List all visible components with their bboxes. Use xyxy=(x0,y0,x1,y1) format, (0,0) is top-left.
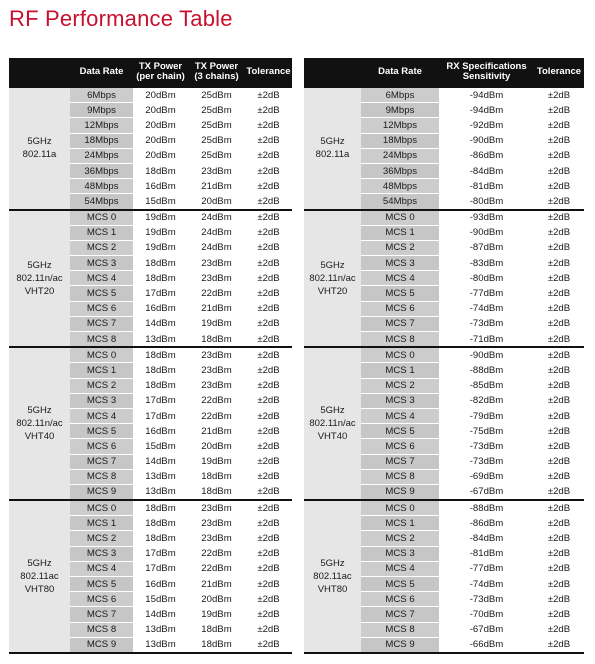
value-cell: ±2dB xyxy=(245,87,292,103)
data-rate-cell: MCS 4 xyxy=(70,408,133,423)
value-cell: 23dBm xyxy=(188,531,245,546)
data-rate-cell: MCS 1 xyxy=(70,225,133,240)
value-cell: 18dBm xyxy=(188,484,245,500)
value-cell: ±2dB xyxy=(245,210,292,226)
value-cell: ±2dB xyxy=(245,301,292,316)
data-rate-cell: 36Mbps xyxy=(361,163,439,178)
value-cell: ±2dB xyxy=(534,240,584,255)
value-cell: -90dBm xyxy=(439,133,534,148)
value-cell: -94dBm xyxy=(439,103,534,118)
data-rate-cell: MCS 6 xyxy=(361,592,439,607)
data-rate-cell: MCS 0 xyxy=(361,347,439,363)
value-cell: 23dBm xyxy=(188,378,245,393)
mode-group-label: 5GHz 802.11n/ac VHT40 xyxy=(9,347,70,500)
data-rate-cell: 18Mbps xyxy=(361,133,439,148)
value-cell: -84dBm xyxy=(439,531,534,546)
value-cell: -71dBm xyxy=(439,332,534,348)
value-cell: ±2dB xyxy=(245,256,292,271)
data-rate-cell: 12Mbps xyxy=(361,118,439,133)
value-cell: ±2dB xyxy=(245,148,292,163)
mode-group-label: 5GHz 802.11a xyxy=(304,87,361,210)
value-cell: 24dBm xyxy=(188,210,245,226)
data-rate-cell: 48Mbps xyxy=(361,179,439,194)
value-cell: 13dBm xyxy=(133,332,188,348)
value-cell: ±2dB xyxy=(245,103,292,118)
value-cell: 19dBm xyxy=(188,454,245,469)
data-rate-cell: MCS 1 xyxy=(361,516,439,531)
value-cell: ±2dB xyxy=(245,393,292,408)
value-cell: 18dBm xyxy=(133,516,188,531)
value-cell: ±2dB xyxy=(245,546,292,561)
mode-group-label: 5GHz 802.11n/ac VHT20 xyxy=(9,210,70,348)
value-cell: -77dBm xyxy=(439,286,534,301)
data-rate-cell: MCS 6 xyxy=(361,301,439,316)
data-rate-cell: MCS 1 xyxy=(70,516,133,531)
data-rate-cell: MCS 0 xyxy=(70,210,133,226)
value-cell: ±2dB xyxy=(534,256,584,271)
data-rate-cell: MCS 2 xyxy=(70,378,133,393)
table-row xyxy=(9,347,292,363)
value-cell: ±2dB xyxy=(245,561,292,576)
value-cell: -94dBm xyxy=(439,87,534,103)
rx-header-cell: RX Specifications Sensitivity xyxy=(439,58,534,87)
value-cell: 16dBm xyxy=(133,577,188,592)
value-cell: ±2dB xyxy=(534,622,584,637)
value-cell: ±2dB xyxy=(534,163,584,178)
value-cell: -88dBm xyxy=(439,500,534,516)
data-rate-cell: MCS 9 xyxy=(70,637,133,653)
value-cell: 18dBm xyxy=(133,163,188,178)
value-cell: 15dBm xyxy=(133,439,188,454)
value-cell: ±2dB xyxy=(245,133,292,148)
value-cell: -82dBm xyxy=(439,393,534,408)
value-cell: 14dBm xyxy=(133,316,188,331)
value-cell: 19dBm xyxy=(133,210,188,226)
tx-table-body xyxy=(9,87,292,653)
value-cell: 19dBm xyxy=(188,607,245,622)
data-rate-cell: MCS 9 xyxy=(361,637,439,653)
value-cell: ±2dB xyxy=(245,454,292,469)
value-cell: ±2dB xyxy=(534,210,584,226)
value-cell: ±2dB xyxy=(245,118,292,133)
value-cell: 25dBm xyxy=(188,148,245,163)
table-row xyxy=(304,347,584,363)
value-cell: ±2dB xyxy=(245,408,292,423)
value-cell: 19dBm xyxy=(133,240,188,255)
mode-group-label: 5GHz 802.11a xyxy=(9,87,70,210)
value-cell: -75dBm xyxy=(439,424,534,439)
value-cell: ±2dB xyxy=(245,531,292,546)
table-row xyxy=(304,210,584,226)
value-cell: 13dBm xyxy=(133,469,188,484)
data-rate-cell: MCS 0 xyxy=(70,347,133,363)
value-cell: 23dBm xyxy=(188,256,245,271)
data-rate-cell: MCS 5 xyxy=(361,577,439,592)
data-rate-cell: MCS 5 xyxy=(70,286,133,301)
value-cell: 21dBm xyxy=(188,577,245,592)
value-cell: 24dBm xyxy=(188,240,245,255)
data-rate-cell: MCS 3 xyxy=(70,256,133,271)
value-cell: -67dBm xyxy=(439,622,534,637)
data-rate-cell: MCS 7 xyxy=(361,607,439,622)
value-cell: 17dBm xyxy=(133,546,188,561)
value-cell: 16dBm xyxy=(133,301,188,316)
data-rate-cell: 48Mbps xyxy=(70,179,133,194)
value-cell: -93dBm xyxy=(439,210,534,226)
value-cell: ±2dB xyxy=(245,225,292,240)
table-row xyxy=(304,87,584,103)
value-cell: ±2dB xyxy=(534,271,584,286)
data-rate-cell: MCS 8 xyxy=(361,332,439,348)
value-cell: 22dBm xyxy=(188,393,245,408)
data-rate-cell: MCS 4 xyxy=(70,271,133,286)
data-rate-cell: 36Mbps xyxy=(70,163,133,178)
data-rate-cell: MCS 6 xyxy=(70,439,133,454)
value-cell: ±2dB xyxy=(534,592,584,607)
data-rate-cell: MCS 2 xyxy=(361,240,439,255)
value-cell: 20dBm xyxy=(133,148,188,163)
value-cell: -90dBm xyxy=(439,347,534,363)
data-rate-cell: 18Mbps xyxy=(70,133,133,148)
data-rate-cell: MCS 6 xyxy=(361,439,439,454)
data-rate-cell: 54Mbps xyxy=(70,194,133,210)
value-cell: ±2dB xyxy=(245,332,292,348)
tx-header-cell: TX Power (3 chains) xyxy=(188,58,245,87)
rx-performance-table xyxy=(304,58,584,654)
data-rate-cell: MCS 3 xyxy=(361,393,439,408)
value-cell: -66dBm xyxy=(439,637,534,653)
value-cell: ±2dB xyxy=(245,363,292,378)
data-rate-cell: MCS 7 xyxy=(70,607,133,622)
value-cell: ±2dB xyxy=(534,408,584,423)
value-cell: ±2dB xyxy=(534,546,584,561)
value-cell: ±2dB xyxy=(534,133,584,148)
data-rate-cell: MCS 2 xyxy=(361,378,439,393)
data-rate-cell: 24Mbps xyxy=(361,148,439,163)
value-cell: 17dBm xyxy=(133,393,188,408)
data-rate-cell: 9Mbps xyxy=(70,103,133,118)
value-cell: ±2dB xyxy=(534,347,584,363)
value-cell: 23dBm xyxy=(188,271,245,286)
value-cell: ±2dB xyxy=(245,592,292,607)
value-cell: 20dBm xyxy=(133,118,188,133)
value-cell: ±2dB xyxy=(534,577,584,592)
rx-header-cell xyxy=(304,58,361,87)
tx-header-cell: TX Power (per chain) xyxy=(133,58,188,87)
data-rate-cell: MCS 1 xyxy=(361,225,439,240)
value-cell: ±2dB xyxy=(245,622,292,637)
data-rate-cell: MCS 5 xyxy=(70,424,133,439)
value-cell: 18dBm xyxy=(133,347,188,363)
value-cell: 24dBm xyxy=(188,225,245,240)
value-cell: ±2dB xyxy=(245,516,292,531)
mode-group-label: 5GHz 802.11n/ac VHT20 xyxy=(304,210,361,348)
value-cell: -86dBm xyxy=(439,516,534,531)
value-cell: ±2dB xyxy=(245,194,292,210)
value-cell: ±2dB xyxy=(534,500,584,516)
value-cell: 21dBm xyxy=(188,179,245,194)
data-rate-cell: MCS 4 xyxy=(70,561,133,576)
tx-header-cell xyxy=(9,58,70,87)
tx-header-row xyxy=(9,58,292,87)
value-cell: 17dBm xyxy=(133,408,188,423)
value-cell: 20dBm xyxy=(133,103,188,118)
data-rate-cell: 6Mbps xyxy=(70,87,133,103)
value-cell: ±2dB xyxy=(245,378,292,393)
data-rate-cell: MCS 7 xyxy=(361,454,439,469)
value-cell: -73dBm xyxy=(439,592,534,607)
value-cell: 18dBm xyxy=(133,271,188,286)
value-cell: ±2dB xyxy=(245,316,292,331)
value-cell: -80dBm xyxy=(439,194,534,210)
value-cell: -84dBm xyxy=(439,163,534,178)
data-rate-cell: 9Mbps xyxy=(361,103,439,118)
value-cell: ±2dB xyxy=(534,179,584,194)
data-rate-cell: MCS 3 xyxy=(70,546,133,561)
value-cell: ±2dB xyxy=(245,577,292,592)
data-rate-cell: MCS 0 xyxy=(361,210,439,226)
mode-group-label: 5GHz 802.11ac VHT80 xyxy=(304,500,361,653)
data-rate-cell: MCS 7 xyxy=(70,454,133,469)
value-cell: 21dBm xyxy=(188,301,245,316)
value-cell: 14dBm xyxy=(133,607,188,622)
value-cell: -74dBm xyxy=(439,577,534,592)
data-rate-cell: MCS 4 xyxy=(361,408,439,423)
value-cell: ±2dB xyxy=(534,194,584,210)
value-cell: ±2dB xyxy=(245,424,292,439)
value-cell: ±2dB xyxy=(245,271,292,286)
value-cell: 20dBm xyxy=(188,592,245,607)
value-cell: 23dBm xyxy=(188,516,245,531)
value-cell: -69dBm xyxy=(439,469,534,484)
value-cell: 23dBm xyxy=(188,363,245,378)
data-rate-cell: MCS 5 xyxy=(70,577,133,592)
value-cell: 22dBm xyxy=(188,546,245,561)
value-cell: -73dBm xyxy=(439,439,534,454)
value-cell: ±2dB xyxy=(534,607,584,622)
data-rate-cell: MCS 9 xyxy=(70,484,133,500)
value-cell: ±2dB xyxy=(534,439,584,454)
value-cell: 18dBm xyxy=(188,622,245,637)
data-rate-cell: MCS 2 xyxy=(70,531,133,546)
value-cell: ±2dB xyxy=(534,454,584,469)
value-cell: 18dBm xyxy=(133,363,188,378)
value-cell: ±2dB xyxy=(534,301,584,316)
value-cell: 22dBm xyxy=(188,286,245,301)
data-rate-cell: MCS 3 xyxy=(70,393,133,408)
page-title: RF Performance Table xyxy=(9,6,233,31)
value-cell: ±2dB xyxy=(534,393,584,408)
value-cell: 15dBm xyxy=(133,592,188,607)
mode-group-label: 5GHz 802.11n/ac VHT40 xyxy=(304,347,361,500)
value-cell: -73dBm xyxy=(439,316,534,331)
value-cell: 18dBm xyxy=(133,531,188,546)
value-cell: 13dBm xyxy=(133,484,188,500)
value-cell: 25dBm xyxy=(188,133,245,148)
table-row xyxy=(9,210,292,226)
value-cell: 16dBm xyxy=(133,179,188,194)
value-cell: -74dBm xyxy=(439,301,534,316)
value-cell: 18dBm xyxy=(188,332,245,348)
data-rate-cell: 24Mbps xyxy=(70,148,133,163)
value-cell: 20dBm xyxy=(133,133,188,148)
data-rate-cell: MCS 8 xyxy=(361,622,439,637)
value-cell: 20dBm xyxy=(188,439,245,454)
value-cell: ±2dB xyxy=(534,87,584,103)
value-cell: 23dBm xyxy=(188,500,245,516)
value-cell: 25dBm xyxy=(188,118,245,133)
value-cell: ±2dB xyxy=(534,316,584,331)
value-cell: 13dBm xyxy=(133,622,188,637)
value-cell: ±2dB xyxy=(534,148,584,163)
value-cell: ±2dB xyxy=(534,103,584,118)
value-cell: -81dBm xyxy=(439,546,534,561)
value-cell: ±2dB xyxy=(245,240,292,255)
value-cell: ±2dB xyxy=(245,179,292,194)
value-cell: -67dBm xyxy=(439,484,534,500)
value-cell: ±2dB xyxy=(245,637,292,653)
value-cell: ±2dB xyxy=(534,484,584,500)
data-rate-cell: 54Mbps xyxy=(361,194,439,210)
value-cell: 22dBm xyxy=(188,561,245,576)
data-rate-cell: MCS 6 xyxy=(70,301,133,316)
value-cell: 15dBm xyxy=(133,194,188,210)
value-cell: ±2dB xyxy=(245,500,292,516)
value-cell: ±2dB xyxy=(534,561,584,576)
value-cell: 13dBm xyxy=(133,637,188,653)
value-cell: ±2dB xyxy=(534,637,584,653)
value-cell: -73dBm xyxy=(439,454,534,469)
data-rate-cell: MCS 8 xyxy=(361,469,439,484)
rx-header-cell: Data Rate xyxy=(361,58,439,87)
rx-header-cell: Tolerance xyxy=(534,58,584,87)
data-rate-cell: MCS 7 xyxy=(70,316,133,331)
value-cell: ±2dB xyxy=(534,424,584,439)
value-cell: -77dBm xyxy=(439,561,534,576)
data-rate-cell: 12Mbps xyxy=(70,118,133,133)
tx-header-cell: Tolerance xyxy=(245,58,292,87)
table-row xyxy=(304,500,584,516)
value-cell: -92dBm xyxy=(439,118,534,133)
data-rate-cell: MCS 0 xyxy=(361,500,439,516)
value-cell: 18dBm xyxy=(188,469,245,484)
value-cell: 18dBm xyxy=(133,378,188,393)
value-cell: -81dBm xyxy=(439,179,534,194)
value-cell: 14dBm xyxy=(133,454,188,469)
value-cell: ±2dB xyxy=(534,332,584,348)
value-cell: -70dBm xyxy=(439,607,534,622)
value-cell: -85dBm xyxy=(439,378,534,393)
value-cell: ±2dB xyxy=(534,363,584,378)
tx-header-cell: Data Rate xyxy=(70,58,133,87)
value-cell: ±2dB xyxy=(534,286,584,301)
value-cell: ±2dB xyxy=(534,516,584,531)
value-cell: -79dBm xyxy=(439,408,534,423)
value-cell: -90dBm xyxy=(439,225,534,240)
data-rate-cell: MCS 5 xyxy=(361,424,439,439)
data-rate-cell: MCS 4 xyxy=(361,561,439,576)
value-cell: 25dBm xyxy=(188,103,245,118)
value-cell: ±2dB xyxy=(245,286,292,301)
value-cell: ±2dB xyxy=(245,439,292,454)
value-cell: 17dBm xyxy=(133,561,188,576)
data-rate-cell: MCS 2 xyxy=(361,531,439,546)
value-cell: 25dBm xyxy=(188,87,245,103)
mode-group-label: 5GHz 802.11ac VHT80 xyxy=(9,500,70,653)
value-cell: 19dBm xyxy=(133,225,188,240)
value-cell: -83dBm xyxy=(439,256,534,271)
data-rate-cell: MCS 9 xyxy=(361,484,439,500)
value-cell: 20dBm xyxy=(133,87,188,103)
value-cell: 22dBm xyxy=(188,408,245,423)
value-cell: 23dBm xyxy=(188,163,245,178)
data-rate-cell: 6Mbps xyxy=(361,87,439,103)
data-rate-cell: MCS 1 xyxy=(361,363,439,378)
value-cell: ±2dB xyxy=(534,378,584,393)
data-rate-cell: MCS 8 xyxy=(70,469,133,484)
value-cell: 23dBm xyxy=(188,347,245,363)
value-cell: 21dBm xyxy=(188,424,245,439)
data-rate-cell: MCS 3 xyxy=(361,256,439,271)
value-cell: ±2dB xyxy=(245,484,292,500)
value-cell: -80dBm xyxy=(439,271,534,286)
tx-performance-table xyxy=(9,58,292,654)
value-cell: ±2dB xyxy=(245,607,292,622)
data-rate-cell: MCS 8 xyxy=(70,332,133,348)
value-cell: 19dBm xyxy=(188,316,245,331)
data-rate-cell: MCS 7 xyxy=(361,316,439,331)
value-cell: ±2dB xyxy=(245,469,292,484)
rx-header-row xyxy=(304,58,584,87)
value-cell: 16dBm xyxy=(133,424,188,439)
data-rate-cell: MCS 1 xyxy=(70,363,133,378)
data-rate-cell: MCS 4 xyxy=(361,271,439,286)
value-cell: ±2dB xyxy=(245,163,292,178)
value-cell: 18dBm xyxy=(188,637,245,653)
value-cell: ±2dB xyxy=(245,347,292,363)
value-cell: 17dBm xyxy=(133,286,188,301)
data-rate-cell: MCS 0 xyxy=(70,500,133,516)
value-cell: ±2dB xyxy=(534,225,584,240)
table-row xyxy=(9,87,292,103)
value-cell: -88dBm xyxy=(439,363,534,378)
value-cell: 18dBm xyxy=(133,500,188,516)
value-cell: -86dBm xyxy=(439,148,534,163)
value-cell: ±2dB xyxy=(534,469,584,484)
value-cell: 18dBm xyxy=(133,256,188,271)
value-cell: -87dBm xyxy=(439,240,534,255)
value-cell: ±2dB xyxy=(534,531,584,546)
value-cell: 20dBm xyxy=(188,194,245,210)
data-rate-cell: MCS 5 xyxy=(361,286,439,301)
table-row xyxy=(9,500,292,516)
data-rate-cell: MCS 6 xyxy=(70,592,133,607)
data-rate-cell: MCS 8 xyxy=(70,622,133,637)
data-rate-cell: MCS 3 xyxy=(361,546,439,561)
rx-table-body xyxy=(304,87,584,653)
data-rate-cell: MCS 2 xyxy=(70,240,133,255)
value-cell: ±2dB xyxy=(534,118,584,133)
